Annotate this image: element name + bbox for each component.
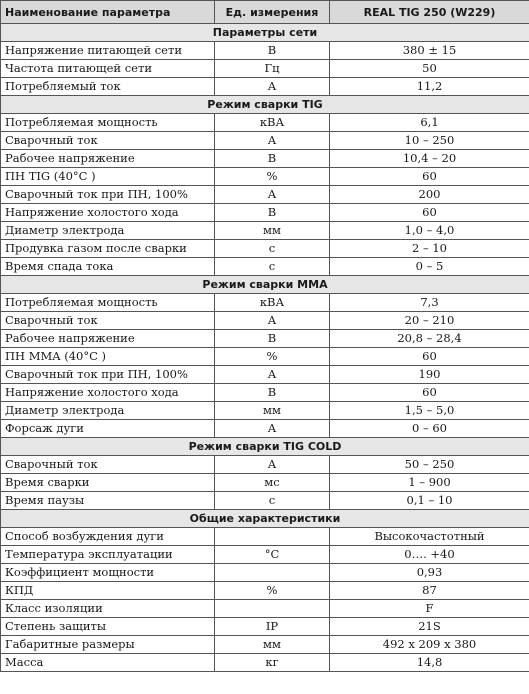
table-row	[1, 474, 529, 492]
param-name-cell: Коэффициент мощности	[1, 564, 215, 582]
value-cell: 87	[330, 582, 529, 600]
value-cell: F	[330, 600, 529, 618]
table-row	[1, 168, 529, 186]
value-cell: 10 – 250	[330, 132, 529, 150]
section-title: Режим сварки TIG	[1, 96, 529, 114]
param-name-cell: Сварочный ток	[1, 456, 215, 474]
value-cell: 492 x 209 x 380	[330, 636, 529, 654]
table-row	[1, 330, 529, 348]
table-row	[1, 60, 529, 78]
param-name-cell: Диаметр электрода	[1, 402, 215, 420]
unit-cell: %	[215, 582, 330, 600]
unit-cell: А	[215, 78, 330, 96]
unit-cell: кг	[215, 654, 330, 672]
spec-table-body	[1, 24, 529, 672]
value-cell: 200	[330, 186, 529, 204]
param-name-cell: Габаритные размеры	[1, 636, 215, 654]
table-row	[1, 258, 529, 276]
value-cell: 380 ± 15	[330, 42, 529, 60]
value-cell: 11,2	[330, 78, 529, 96]
param-name-cell: Температура эксплуатации	[1, 546, 215, 564]
header-model: REAL TIG 250 (W229)	[330, 1, 529, 24]
section-header-row	[1, 438, 529, 456]
unit-cell: А	[215, 132, 330, 150]
param-name-cell: Частота питающей сети	[1, 60, 215, 78]
unit-cell: с	[215, 258, 330, 276]
table-row	[1, 618, 529, 636]
param-name-cell: Напряжение питающей сети	[1, 42, 215, 60]
unit-cell: А	[215, 420, 330, 438]
table-header-row	[1, 1, 529, 24]
table-row	[1, 654, 529, 672]
section-title: Параметры сети	[1, 24, 529, 42]
table-row	[1, 636, 529, 654]
value-cell: 60	[330, 384, 529, 402]
param-name-cell: Потребляемый ток	[1, 78, 215, 96]
unit-cell: В	[215, 42, 330, 60]
param-name-cell: Рабочее напряжение	[1, 330, 215, 348]
param-name-cell: Напряжение холостого хода	[1, 384, 215, 402]
param-name-cell: Степень защиты	[1, 618, 215, 636]
unit-cell: %	[215, 168, 330, 186]
table-row	[1, 456, 529, 474]
param-name-cell: Масса	[1, 654, 215, 672]
param-name-cell: Сварочный ток при ПН, 100%	[1, 186, 215, 204]
value-cell: 60	[330, 168, 529, 186]
param-name-cell: Продувка газом после сварки	[1, 240, 215, 258]
section-title: Режим сварки TIG COLD	[1, 438, 529, 456]
unit-cell: кВА	[215, 114, 330, 132]
table-row	[1, 312, 529, 330]
table-row	[1, 186, 529, 204]
param-name-cell: Время спада тока	[1, 258, 215, 276]
value-cell: 0,1 – 10	[330, 492, 529, 510]
value-cell: 14,8	[330, 654, 529, 672]
table-row	[1, 222, 529, 240]
table-row	[1, 240, 529, 258]
value-cell: 0,93	[330, 564, 529, 582]
param-name-cell: Потребляемая мощность	[1, 114, 215, 132]
value-cell: 1 – 900	[330, 474, 529, 492]
value-cell: 1,5 – 5,0	[330, 402, 529, 420]
value-cell: 0 – 60	[330, 420, 529, 438]
value-cell: 0 – 5	[330, 258, 529, 276]
param-name-cell: Рабочее напряжение	[1, 150, 215, 168]
section-header-row	[1, 276, 529, 294]
unit-cell: А	[215, 456, 330, 474]
unit-cell: В	[215, 384, 330, 402]
table-row	[1, 528, 529, 546]
table-row	[1, 420, 529, 438]
value-cell: 60	[330, 204, 529, 222]
param-name-cell: Время паузы	[1, 492, 215, 510]
value-cell: 0…. +40	[330, 546, 529, 564]
unit-cell: с	[215, 492, 330, 510]
param-name-cell: Способ возбуждения дуги	[1, 528, 215, 546]
value-cell: 21S	[330, 618, 529, 636]
param-name-cell: Напряжение холостого хода	[1, 204, 215, 222]
section-header-row	[1, 24, 529, 42]
unit-cell: %	[215, 348, 330, 366]
unit-cell	[215, 564, 330, 582]
unit-cell: с	[215, 240, 330, 258]
table-row	[1, 600, 529, 618]
value-cell: 50	[330, 60, 529, 78]
param-name-cell: ПН MMA (40°C )	[1, 348, 215, 366]
unit-cell: мс	[215, 474, 330, 492]
param-name-cell: Сварочный ток при ПН, 100%	[1, 366, 215, 384]
table-row	[1, 114, 529, 132]
header-param-name: Наименование параметра	[1, 1, 215, 24]
value-cell: 2 – 10	[330, 240, 529, 258]
value-cell: 6,1	[330, 114, 529, 132]
table-row	[1, 78, 529, 96]
section-title: Режим сварки MMA	[1, 276, 529, 294]
unit-cell: мм	[215, 402, 330, 420]
table-row	[1, 294, 529, 312]
value-cell: 10,4 – 20	[330, 150, 529, 168]
unit-cell: А	[215, 366, 330, 384]
param-name-cell: Форсаж дуги	[1, 420, 215, 438]
param-name-cell: Диаметр электрода	[1, 222, 215, 240]
value-cell: 20,8 – 28,4	[330, 330, 529, 348]
table-row	[1, 564, 529, 582]
unit-cell: Гц	[215, 60, 330, 78]
value-cell: 20 – 210	[330, 312, 529, 330]
unit-cell: кВА	[215, 294, 330, 312]
param-name-cell: Класс изоляции	[1, 600, 215, 618]
table-row	[1, 492, 529, 510]
param-name-cell: Сварочный ток	[1, 132, 215, 150]
value-cell: 60	[330, 348, 529, 366]
unit-cell: В	[215, 204, 330, 222]
param-name-cell: ПН TIG (40°C )	[1, 168, 215, 186]
table-row	[1, 42, 529, 60]
unit-cell: В	[215, 150, 330, 168]
value-cell: 50 – 250	[330, 456, 529, 474]
value-cell: 7,3	[330, 294, 529, 312]
table-row	[1, 366, 529, 384]
value-cell: 190	[330, 366, 529, 384]
param-name-cell: Сварочный ток	[1, 312, 215, 330]
unit-cell: А	[215, 186, 330, 204]
value-cell: Высокочастотный	[330, 528, 529, 546]
table-row	[1, 582, 529, 600]
unit-cell: В	[215, 330, 330, 348]
table-row	[1, 348, 529, 366]
param-name-cell: Потребляемая мощность	[1, 294, 215, 312]
unit-cell	[215, 528, 330, 546]
value-cell: 1,0 – 4,0	[330, 222, 529, 240]
unit-cell: мм	[215, 222, 330, 240]
unit-cell: °С	[215, 546, 330, 564]
param-name-cell: КПД	[1, 582, 215, 600]
section-header-row	[1, 96, 529, 114]
unit-cell: А	[215, 312, 330, 330]
table-row	[1, 384, 529, 402]
table-row	[1, 132, 529, 150]
table-row	[1, 402, 529, 420]
param-name-cell: Время сварки	[1, 474, 215, 492]
table-row	[1, 204, 529, 222]
section-header-row	[1, 510, 529, 528]
unit-cell: IP	[215, 618, 330, 636]
unit-cell	[215, 600, 330, 618]
table-row	[1, 150, 529, 168]
section-title: Общие характеристики	[1, 510, 529, 528]
table-row	[1, 546, 529, 564]
header-unit: Ед. измерения	[215, 1, 330, 24]
unit-cell: мм	[215, 636, 330, 654]
